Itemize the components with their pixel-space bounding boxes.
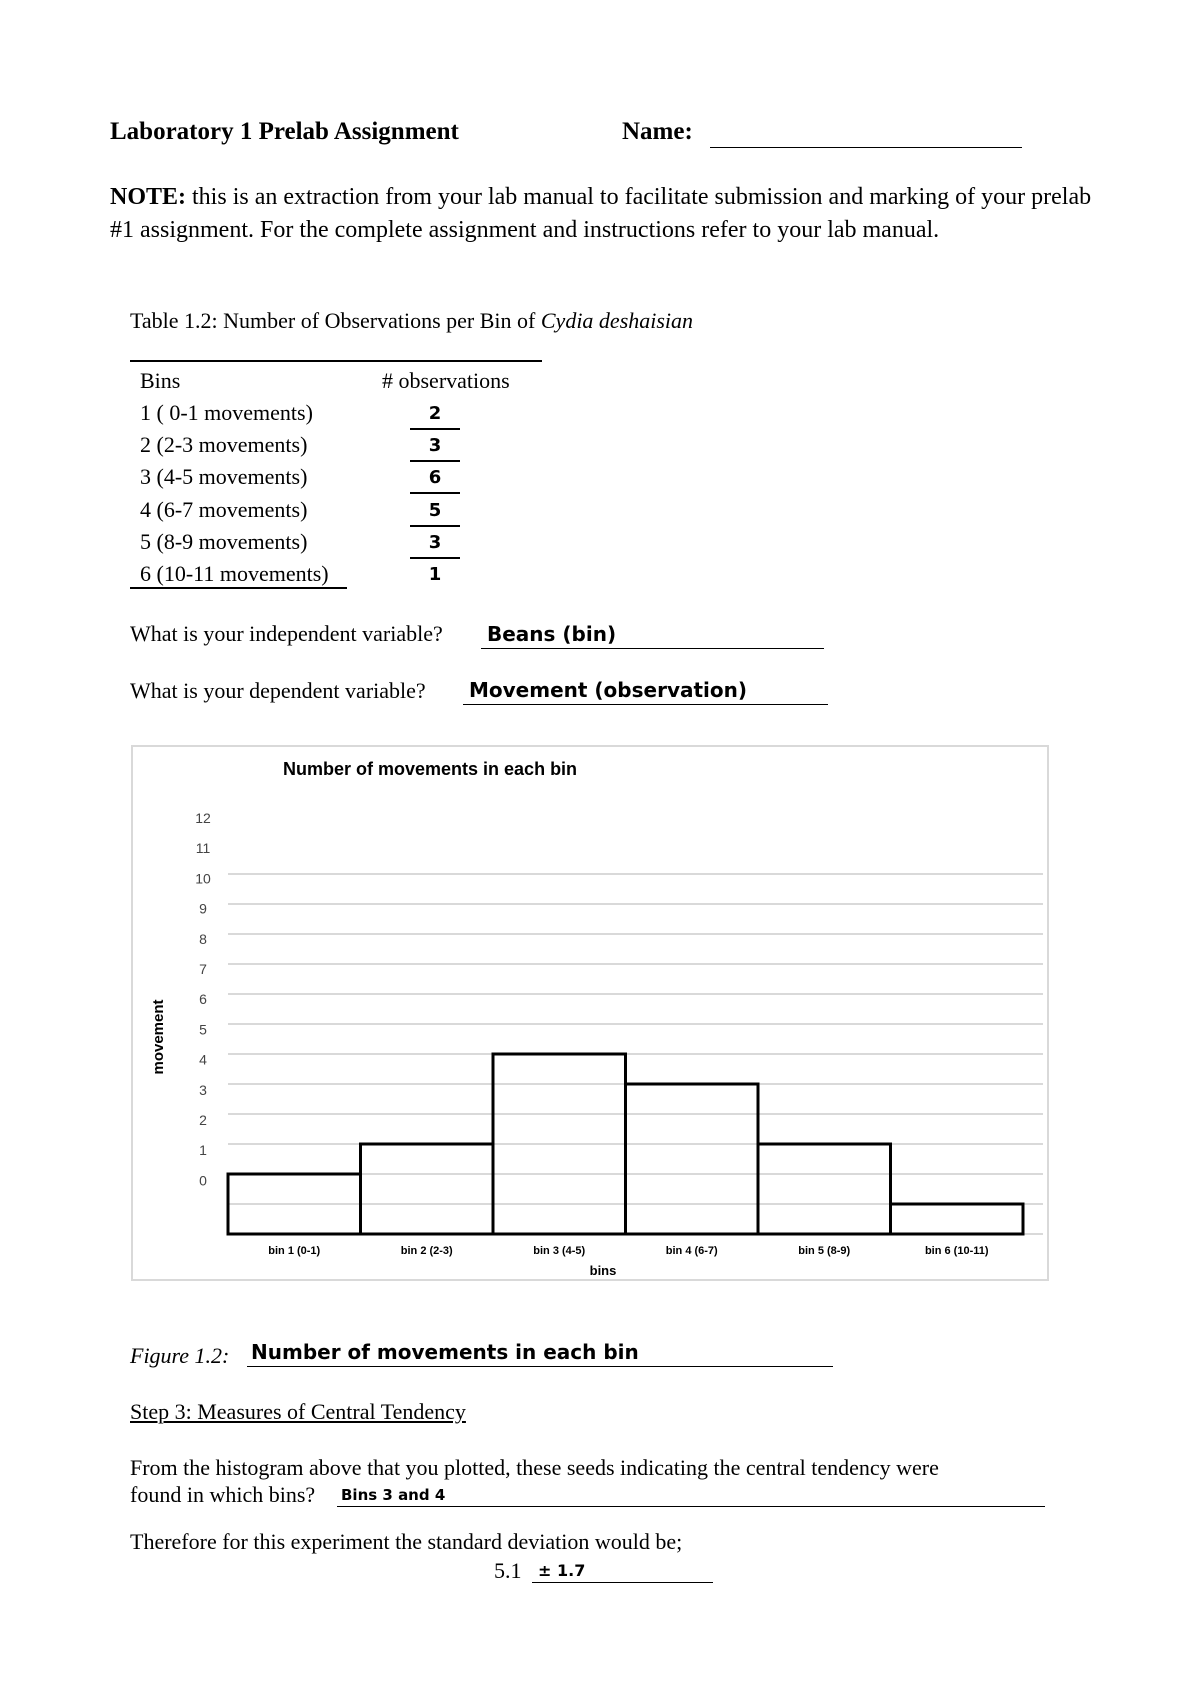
chart-y-tick-label: 7 [199,961,207,977]
name-field[interactable] [710,146,1022,148]
independent-variable-answer: Beans (bin) [487,622,617,646]
chart-y-tick-label: 2 [199,1112,207,1128]
chart-y-ticks [195,810,211,1188]
table-cell-observations[interactable]: 3 [410,432,460,462]
chart-bar [758,1144,891,1234]
chart-x-tick-label: bin 2 (2-3) [400,1245,453,1257]
chart-x-tick-label: bin 3 (4-5) [533,1245,586,1257]
assignment-title: Laboratory 1 Prelab Assignment [110,118,459,145]
standard-deviation-field[interactable] [532,1558,713,1583]
dependent-variable-field[interactable] [463,676,828,705]
chart-y-tick-label: 4 [199,1051,207,1068]
chart-title: Number of movements in each bin [283,759,578,779]
standard-deviation-value: 5.1 [494,1558,522,1583]
table-caption-species: Cydia deshaisian [540,308,694,333]
table-cell-bin: 4 (6-7 movements) [140,497,308,522]
step3-heading: Step 3: Measures of Central Tendency [130,1399,466,1424]
table-row [140,529,560,559]
central-tendency-answer: Bins 3 and 4 [341,1486,446,1504]
table-cell-bin: 2 (2-3 movements) [140,432,308,457]
dependent-variable-question: What is your dependent variable? [130,678,426,703]
histogram-chart [131,745,1049,1281]
chart-bar [891,1204,1024,1234]
dependent-variable-answer: Movement (observation) [469,678,748,702]
table-cell-observations[interactable]: 1 [428,564,442,585]
table-cell-observations[interactable]: 6 [410,464,460,494]
table-top-rule [130,360,542,362]
chart-bar [626,1084,759,1234]
chart-y-tick-label: 10 [195,870,211,887]
col-header-bins: Bins [140,368,181,393]
histogram-svg [133,747,1047,1279]
table-row [140,561,560,591]
table-cell-observations[interactable]: 5 [410,497,460,527]
independent-variable-question: What is your independent variable? [130,621,443,646]
table-cell-observations[interactable]: 3 [410,529,460,559]
chart-bar [361,1144,494,1234]
chart-y-tick-label: 0 [199,1172,207,1189]
note-label: NOTE: [110,184,187,210]
note-paragraph [110,181,1110,247]
standard-deviation-answer: ± 1.7 [538,1561,586,1580]
chart-y-tick-label: 8 [199,930,207,947]
chart-y-tick-label: 6 [199,991,207,1008]
chart-y-tick-label: 1 [199,1142,207,1159]
name-label: Name: [622,118,693,145]
table-cell-bin: 5 (8-9 movements) [140,529,308,554]
note-text: this is an extraction from your lab manual to facilitate submission and marking of your prelab #1 assignment. For the complete assignment and instructions refer to your lab manual. [110,184,1092,243]
step3-question-line2: found in which bins? [130,1482,316,1507]
standard-deviation-text: Therefore for this experiment the standard deviation would be; [130,1529,683,1554]
table-cell-bin: 3 (4-5 movements) [140,464,308,489]
chart-x-tick-label: bin 5 (8-9) [798,1245,851,1257]
chart-x-tick-label: bin 1 (0-1) [268,1245,321,1257]
chart-y-tick-label: 9 [199,900,207,917]
chart-y-tick-label: 5 [199,1021,207,1038]
table-row [140,432,560,462]
chart-x-tick-label: bin 4 (6-7) [665,1245,718,1257]
table-cell-observations[interactable]: 2 [410,400,460,430]
figure-caption-answer: Number of movements in each bin [251,1340,639,1364]
table-cell-bin: 1 ( 0-1 movements) [140,400,313,425]
chart-y-tick-label: 11 [195,840,211,857]
chart-y-tick-label: 3 [199,1081,207,1098]
figure-caption-field[interactable] [247,1340,833,1367]
figure-label [130,1343,229,1369]
table-row [140,464,560,494]
table-cell-bin: 6 (10-11 movements) [130,561,347,589]
chart-x-tick-label: bin 6 (10-11) [924,1245,989,1257]
chart-x-ticks [268,1245,989,1257]
chart-y-tick-label: 12 [195,810,211,826]
col-header-observations: # observations [382,368,510,393]
figure-label-text: Figure 1.2: [130,1343,230,1368]
chart-x-axis-label: bins [589,1263,617,1278]
table-row [140,400,560,430]
table-caption-prefix: Table 1.2: Number of Observations per Bin of [130,308,541,333]
table-caption [130,308,693,334]
table-row [140,497,560,527]
chart-gridlines [228,874,1043,1234]
step3-question-line1: From the histogram above that you plotted, these seeds indicating the central tendency were [130,1455,939,1480]
independent-variable-field[interactable] [481,622,824,649]
chart-y-axis-label: movement [150,999,167,1075]
central-tendency-field[interactable] [337,1482,1045,1507]
